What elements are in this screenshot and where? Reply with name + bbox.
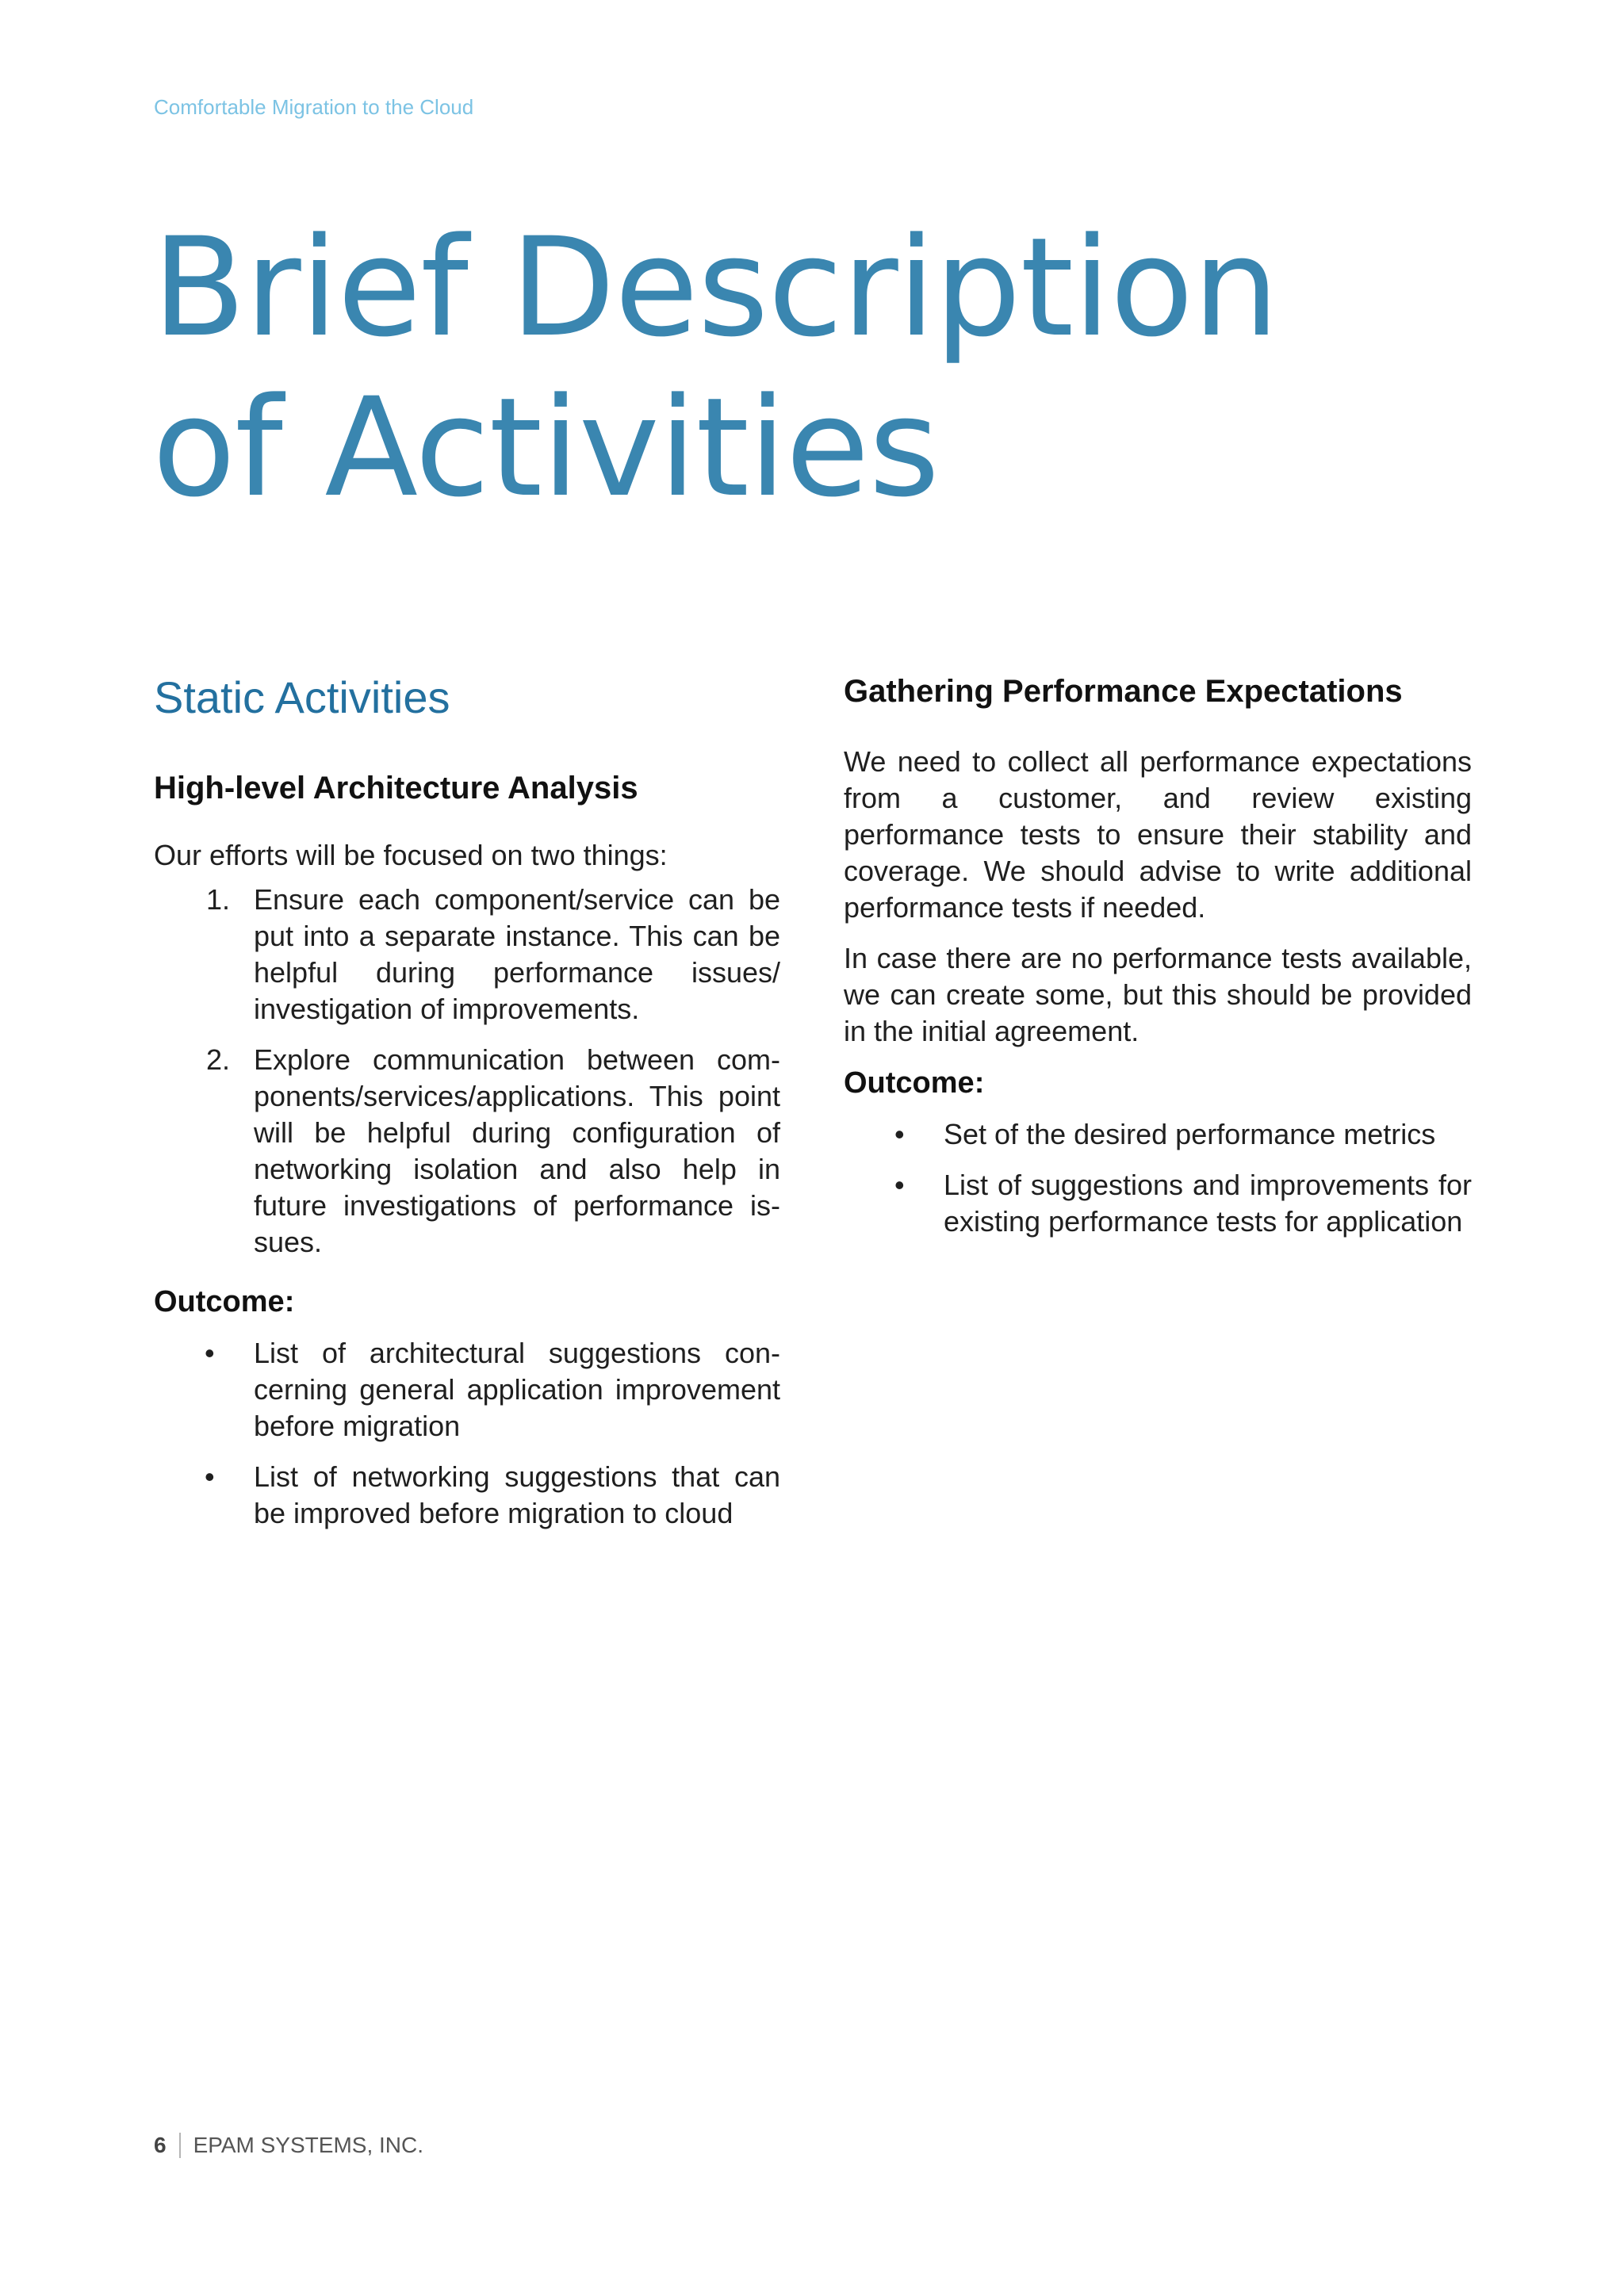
running-header: Comfortable Migration to the Cloud <box>154 95 474 119</box>
page-number: 6 <box>154 2133 167 2157</box>
right-column <box>844 666 1472 1240</box>
company-name: EPAM SYSTEMS, INC. <box>193 2133 423 2157</box>
page-title-line-2: of Activities <box>152 368 940 527</box>
list-item-text: List of architectural suggestions concerning general application improvement before migration <box>254 1337 780 1442</box>
list-item <box>844 1167 1472 1240</box>
page-footer <box>154 2131 423 2160</box>
intro-paragraph: Our efforts will be focused on two things: <box>154 839 668 871</box>
outcome-bullet-list <box>844 1116 1472 1240</box>
list-item-text: List of suggestions and improvements for existing performance tests for application <box>944 1169 1472 1238</box>
list-item-text: List of networking suggestions that can be improved before migration to cloud <box>254 1460 780 1529</box>
list-item-text: Ensure each component/service can be put into a separate instance. This can be helpful during performance issues/ investigation of improvements. <box>254 883 780 1025</box>
list-item <box>844 1116 1472 1153</box>
list-number: 2. <box>206 1043 231 1076</box>
list-item <box>154 1042 780 1261</box>
numbered-list <box>154 882 780 1261</box>
paragraph: We need to collect all performance expectations from a customer, and review existing performance tests to ensure their stability and coverage. We should advise to write additional performance tests if needed. <box>844 745 1472 924</box>
page-title-line-1: Brief Description <box>152 208 1279 367</box>
list-item <box>154 1335 780 1445</box>
outcome-bullet-list <box>154 1335 780 1532</box>
outcome-label: Outcome: <box>844 1066 985 1100</box>
footer-divider <box>179 2133 181 2158</box>
section-title-static-activities: Static Activities <box>154 672 450 722</box>
outcome-label: Outcome: <box>154 1285 295 1318</box>
bullet-icon: • <box>205 1337 215 1369</box>
subheading-performance-expectations: Gathering Performance Expectations <box>844 674 1403 709</box>
bullet-icon: • <box>894 1118 905 1150</box>
subheading-architecture-analysis: High-level Architecture Analysis <box>154 771 638 806</box>
bullet-icon: • <box>894 1169 905 1201</box>
list-number: 1. <box>206 883 231 916</box>
bullet-icon: • <box>205 1460 215 1493</box>
paragraph: In case there are no performance tests available, we can create some, but this should be provided in the initial agreement. <box>844 942 1472 1047</box>
list-item <box>154 882 780 1027</box>
list-item-text: Set of the desired performance metrics <box>944 1118 1436 1150</box>
page-title <box>152 208 1278 528</box>
list-item <box>154 1459 780 1532</box>
list-item-text: Explore communication between components/services/applications. This point will be helpful during configuration of networking isolation and also help in future investigations of performance issues. <box>254 1043 780 1258</box>
left-column <box>154 666 780 1532</box>
